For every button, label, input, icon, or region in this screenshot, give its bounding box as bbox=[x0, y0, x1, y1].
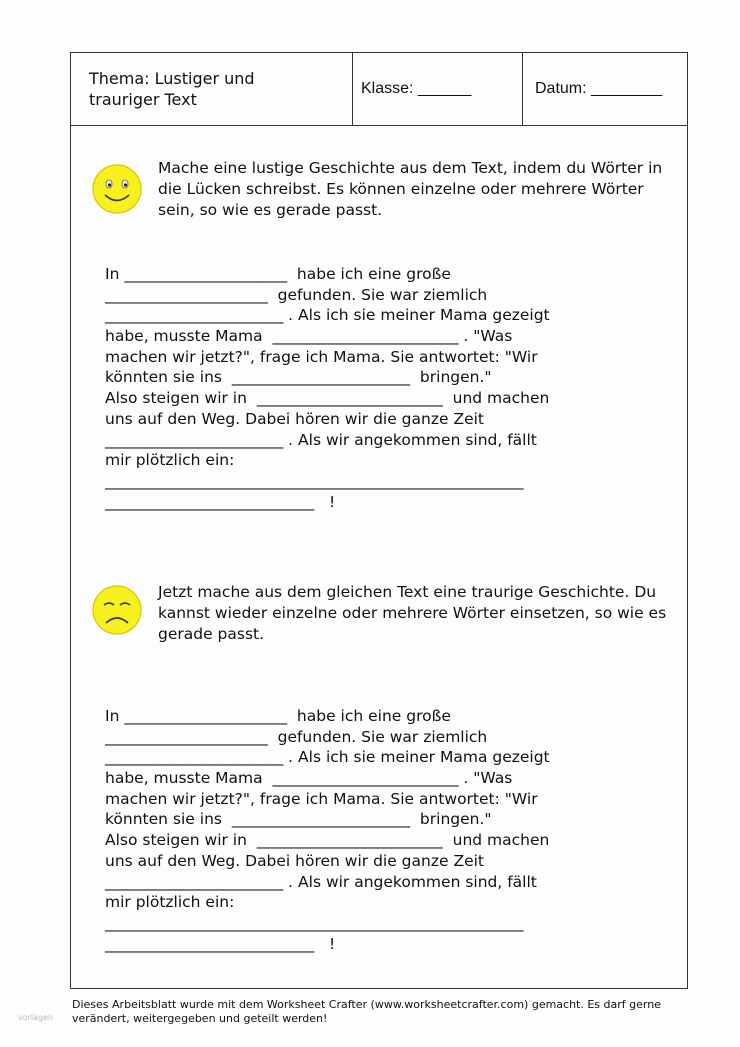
story-line: _______________________ . Als wir angekommen sind, fällt bbox=[105, 430, 537, 449]
story-line: ______________________________________________________ bbox=[105, 913, 524, 932]
story-line: machen wir jetzt?", frage ich Mama. Sie antwortet: "Wir bbox=[105, 347, 538, 366]
story-line: In _____________________ habe ich eine große bbox=[105, 265, 451, 283]
class-label: Klasse: ______ bbox=[361, 80, 472, 97]
sad-face-circle bbox=[93, 586, 141, 634]
footer-note: Dieses Arbeitsblatt wurde mit dem Worksheet Crafter (www.worksheetcrafter.com) gemacht. Es darf gerne verändert, weitergegeben und geteilt werden! bbox=[72, 998, 661, 1025]
story-line: mir plötzlich ein: bbox=[105, 893, 235, 912]
date-label: Datum: ________ bbox=[535, 80, 663, 97]
story-line: _____________________ gefunden. Sie war ziemlich bbox=[105, 285, 488, 304]
happy-story bbox=[105, 264, 665, 512]
sad-story bbox=[105, 706, 665, 954]
story-line: Also steigen wir in ________________________ und machen bbox=[105, 831, 550, 850]
happy-face-circle bbox=[93, 165, 141, 213]
story-line: Also steigen wir in ________________________ und machen bbox=[105, 389, 550, 408]
story-line: machen wir jetzt?", frage ich Mama. Sie antwortet: "Wir bbox=[105, 789, 538, 808]
story-line: uns auf den Weg. Dabei hören wir die ganze Zeit bbox=[105, 851, 484, 870]
sad-face-icon bbox=[90, 583, 144, 637]
story-line: In _____________________ habe ich eine große bbox=[105, 707, 451, 725]
story-line: könnten sie ins _______________________ bringen." bbox=[105, 810, 492, 829]
story-line: habe, musste Mama ________________________ . "Was bbox=[105, 327, 513, 346]
story-line: _______________________ . Als ich sie meiner Mama gezeigt bbox=[105, 306, 550, 325]
story-line: ___________________________ ! bbox=[105, 934, 336, 953]
story-line: uns auf den Weg. Dabei hören wir die ganze Zeit bbox=[105, 409, 484, 428]
story-line: ___________________________ ! bbox=[105, 492, 336, 511]
class-field[interactable] bbox=[353, 53, 523, 125]
story-line: habe, musste Mama ________________________ . "Was bbox=[105, 769, 513, 788]
watermark: vorlagen bbox=[18, 1013, 54, 1022]
story-line: ______________________________________________________ bbox=[105, 471, 524, 490]
topic-label: Thema: Lustiger und trauriger Text bbox=[89, 69, 255, 109]
happy-instruction: Mache eine lustige Geschichte aus dem Text, indem du Wörter in die Lücken schreibst. Es können einzelne oder mehrere Wörter sein, so wie es gerade passt. bbox=[158, 159, 663, 219]
story-line: _____________________ gefunden. Sie war ziemlich bbox=[105, 727, 488, 746]
story-line: _______________________ . Als ich sie meiner Mama gezeigt bbox=[105, 748, 550, 767]
topic-field bbox=[71, 53, 353, 125]
worksheet-header bbox=[71, 53, 687, 126]
date-field[interactable] bbox=[523, 53, 687, 125]
story-line: mir plötzlich ein: bbox=[105, 451, 235, 470]
story-line: _______________________ . Als wir angekommen sind, fällt bbox=[105, 872, 537, 891]
story-line: könnten sie ins _______________________ bringen." bbox=[105, 368, 492, 387]
worksheet bbox=[70, 52, 688, 989]
happy-face-icon bbox=[90, 162, 144, 216]
sad-instruction: Jetzt mache aus dem gleichen Text eine traurige Geschichte. Du kannst wieder einzelne oder mehrere Wörter einsetzen, so wie es gerade passt. bbox=[158, 583, 667, 643]
